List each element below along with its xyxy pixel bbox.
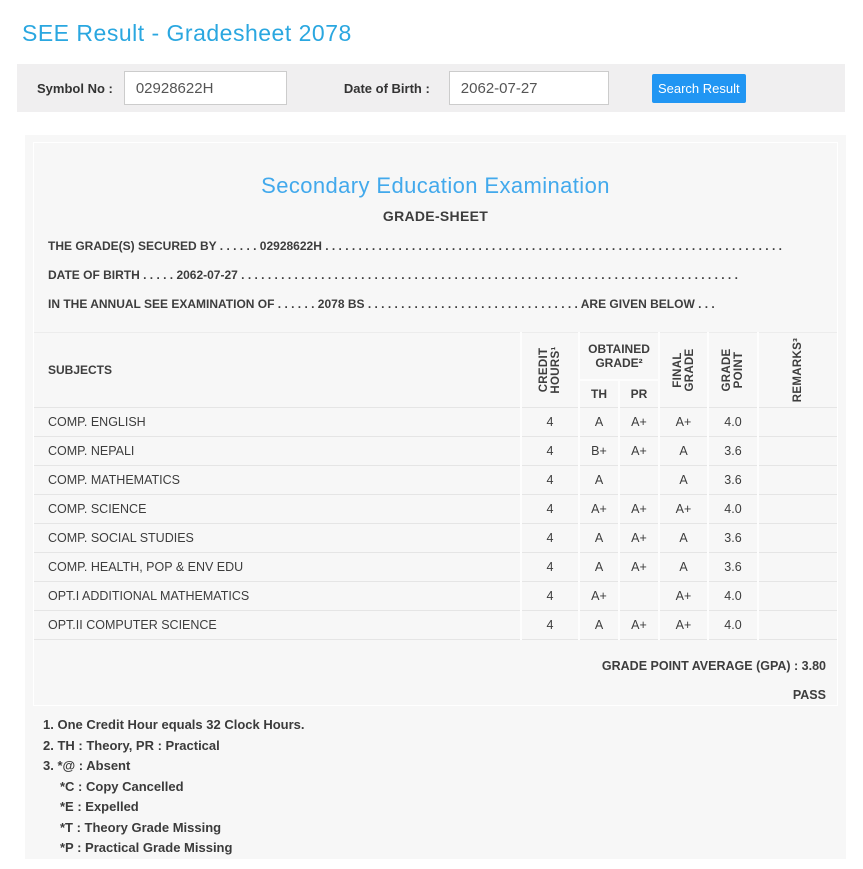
table-row [34,524,837,553]
credit-cell: 4 [521,611,579,640]
gradesheet-subheading: GRADE-SHEET [382,208,489,224]
pr-grade-cell: A+ [619,408,659,437]
final-grade-cell: A+ [659,408,708,437]
footnote-th-pr: 2. TH : Theory, PR : Practical [43,737,220,753]
th-grade-cell: A [579,611,619,640]
page-title: SEE Result - Gradesheet 2078 [22,20,352,46]
pr-grade-cell [619,466,659,495]
gpa-line: GRADE POINT AVERAGE (GPA) : 3.80 [601,659,826,673]
col-obtained-grade: OBTAINED GRADE² [579,333,659,380]
remarks-cell [758,466,837,495]
credit-cell: 4 [521,524,579,553]
pr-grade-cell: A+ [619,437,659,466]
grade-point-cell: 3.6 [708,437,758,466]
pr-grade-cell: A+ [619,553,659,582]
footnotes [33,715,838,859]
th-grade-cell: A [579,524,619,553]
remarks-cell [758,495,837,524]
exam-year-line: IN THE ANNUAL SEE EXAMINATION OF . . . . . . 2078 BS . . . . . . . . . . . . . . . . . . . . . . . . . . . . . . . . ARE GIVEN BELOW . . . [48,297,715,311]
th-grade-cell: A [579,553,619,582]
th-grade-cell: A [579,408,619,437]
col-final-grade [659,333,708,408]
final-grade-cell: A+ [659,495,708,524]
footnote-theory-missing: *T : Theory Grade Missing [60,819,222,835]
grades-table-header [34,333,837,408]
footnote-credit-hour: 1. One Credit Hour equals 32 Clock Hours. [43,717,305,732]
col-pr: PR [619,380,659,408]
final-grade-line1: FINAL [671,352,684,388]
subject-cell: COMP. ENGLISH [34,408,521,437]
pr-grade-cell: A+ [619,524,659,553]
credit-cell: 4 [521,582,579,611]
gradesheet-inner [33,142,838,706]
th-grade-cell: A+ [579,495,619,524]
credit-hours-vertical-label [538,346,562,393]
table-row [34,408,837,437]
col-credit-hours [521,333,579,408]
remarks-cell [758,524,837,553]
dob-label: Date of Birth : [343,80,430,96]
final-grade-cell: A+ [659,582,708,611]
table-row [34,611,837,640]
secured-by-line: THE GRADE(S) SECURED BY . . . . . . 02928622H . . . . . . . . . . . . . . . . . . . . . . . . . . . . . . . . . . . . . . . . . . . . . . . . . . . . . . . . . . . . . . . . . . . . . [48,239,782,253]
subject-cell: COMP. SOCIAL STUDIES [34,524,521,553]
footnote-expelled: *E : Expelled [60,799,139,814]
final-grade-cell: A [659,466,708,495]
subject-cell: COMP. HEALTH, POP & ENV EDU [34,553,521,582]
subject-cell: OPT.I ADDITIONAL MATHEMATICS [34,582,521,611]
pr-grade-cell [619,582,659,611]
credit-hours-line2: HOURS¹ [550,346,562,394]
gradesheet-panel [25,135,846,859]
th-grade-cell: A [579,466,619,495]
grade-point-cell: 3.6 [708,466,758,495]
footnote-absent: 3. *@ : Absent [43,758,131,773]
th-grade-cell: A+ [579,582,619,611]
remarks-vertical-label [792,338,804,402]
subject-cell: COMP. MATHEMATICS [34,466,521,495]
remarks-cell [758,437,837,466]
final-grade-cell: A [659,437,708,466]
grade-point-line2: POINT [733,351,745,389]
credit-cell: 4 [521,437,579,466]
credit-hours-line1: CREDIT [538,347,550,393]
grade-point-vertical-label [721,348,745,391]
remarks-line1: REMARKS³ [792,337,804,403]
pr-grade-cell: A+ [619,611,659,640]
final-grade-cell: A [659,524,708,553]
grade-point-cell: 4.0 [708,611,758,640]
table-row [34,582,837,611]
remarks-cell [758,408,837,437]
subject-cell: COMP. SCIENCE [34,495,521,524]
th-grade-cell: B+ [579,437,619,466]
col-subjects: SUBJECTS [48,363,113,377]
table-row [34,437,837,466]
grade-point-cell: 4.0 [708,582,758,611]
final-grade-line2: GRADE [683,348,696,392]
remarks-cell [758,582,837,611]
table-row [34,553,837,582]
table-row [34,466,837,495]
grade-point-cell: 3.6 [708,553,758,582]
subject-cell: OPT.II COMPUTER SCIENCE [34,611,521,640]
credit-cell: 4 [521,553,579,582]
grades-table [34,332,837,640]
summary-section [34,659,837,702]
grade-point-cell: 4.0 [708,408,758,437]
pr-grade-cell: A+ [619,495,659,524]
grade-point-cell: 3.6 [708,524,758,553]
result-status: PASS [792,688,826,702]
col-grade-point [708,333,758,408]
symbol-no-label: Symbol No : [37,80,113,96]
remarks-cell [758,611,837,640]
grade-point-cell: 4.0 [708,495,758,524]
subject-cell: COMP. NEPALI [34,437,521,466]
dob-line: DATE OF BIRTH . . . . . 2062-07-27 . . . . . . . . . . . . . . . . . . . . . . . . . . . . . . . . . . . . . . . . . . . . . . . . . . . . . . . . . . . . . . . . . . . . . . . . . . . [48,268,738,282]
remarks-cell [758,553,837,582]
col-th: TH [579,380,619,408]
grades-table-body [34,408,837,640]
final-grade-vertical-label [672,348,696,391]
credit-cell: 4 [521,466,579,495]
dob-input[interactable] [449,71,609,105]
footnote-practical-missing: *P : Practical Grade Missing [60,840,233,855]
final-grade-cell: A [659,553,708,582]
grade-point-line1: GRADE [721,348,733,392]
table-row [34,495,837,524]
credit-cell: 4 [521,495,579,524]
footnote-copy-cancelled: *C : Copy Cancelled [60,778,184,794]
col-remarks [758,333,837,408]
search-result-button[interactable]: Search Result [652,74,746,103]
exam-heading: Secondary Education Examination [261,173,610,198]
symbol-no-input[interactable] [124,71,287,105]
credit-cell: 4 [521,408,579,437]
search-form [17,64,845,112]
final-grade-cell: A+ [659,611,708,640]
